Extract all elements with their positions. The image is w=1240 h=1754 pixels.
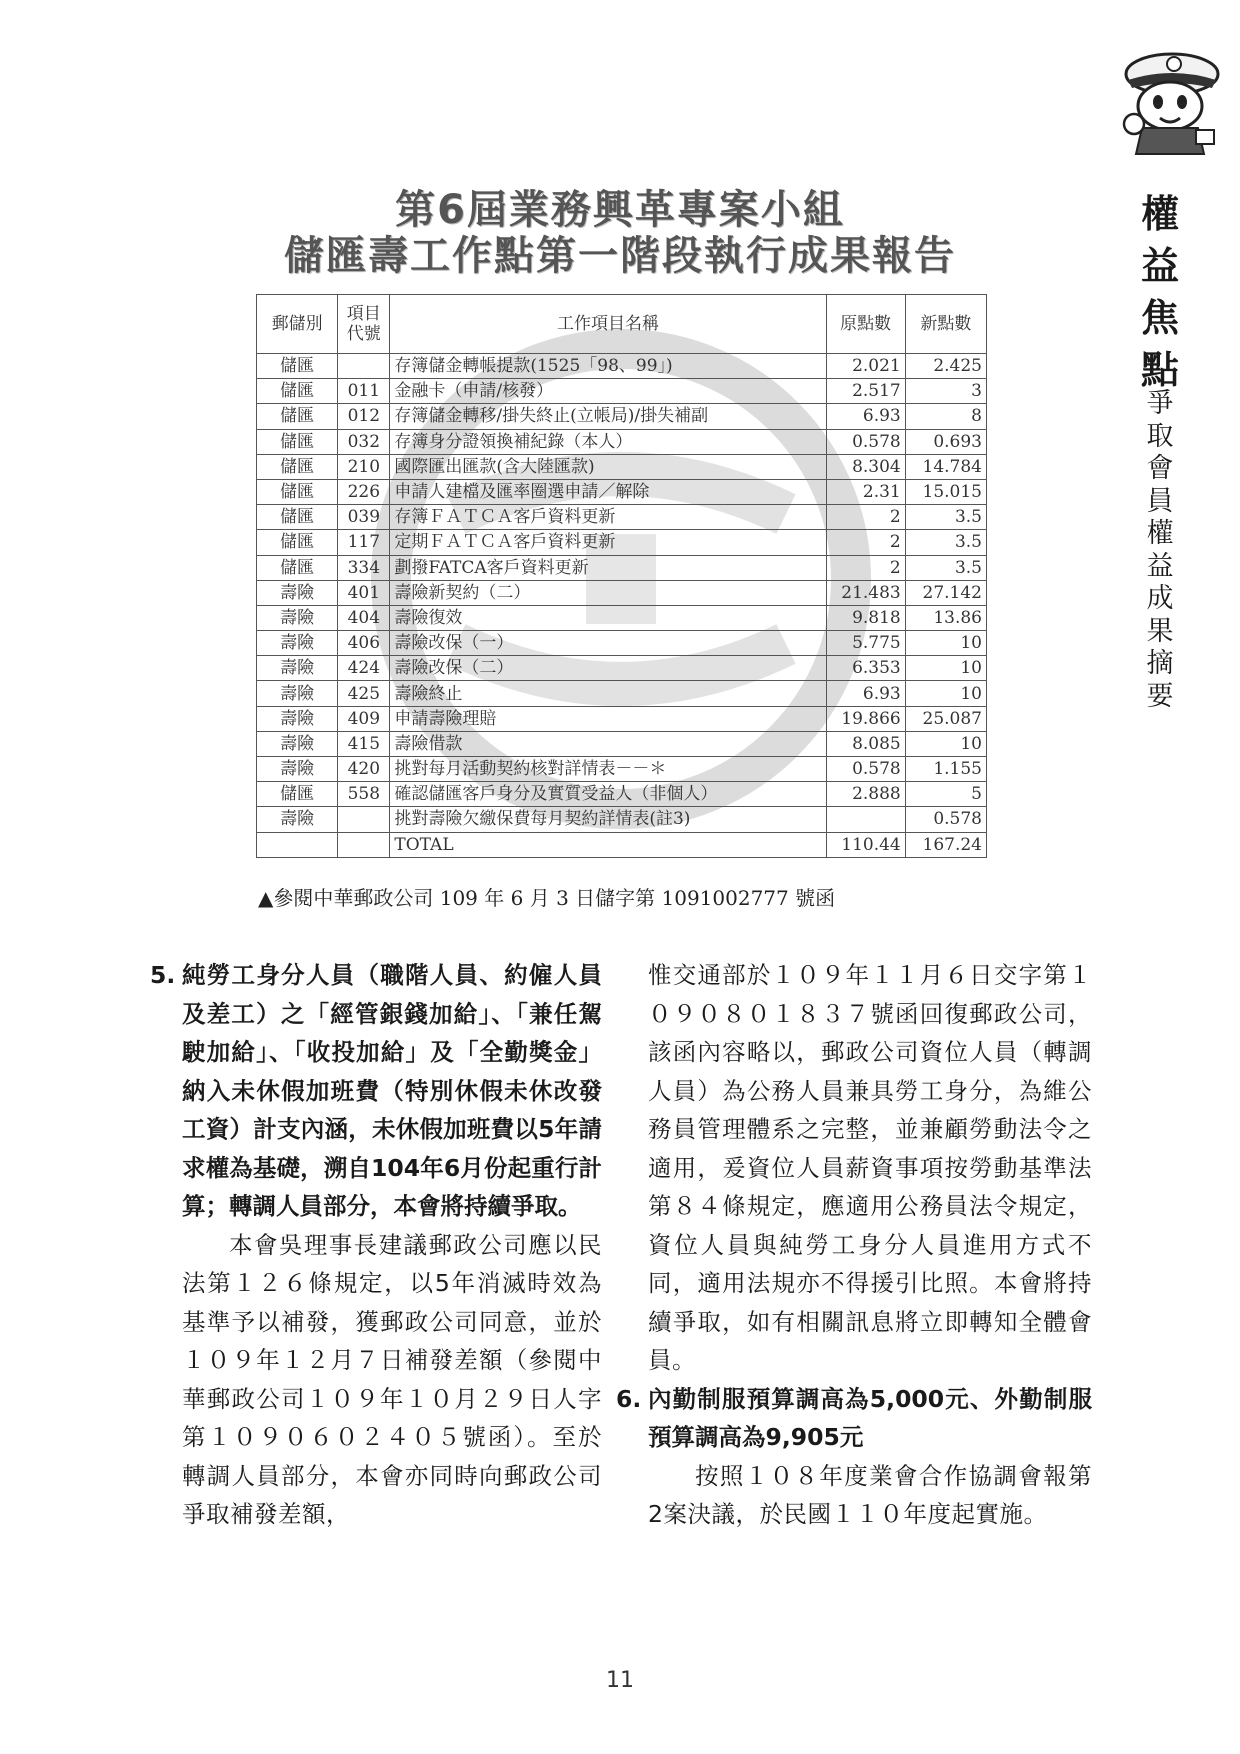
side-title-char: 益 [1140,243,1179,288]
table-total-row [257,832,987,857]
cell-new: 25.087 [905,706,986,731]
cell-name: 壽險復效 [390,605,826,630]
cell-unit [257,832,338,857]
postal-mascot-icon [1112,44,1226,156]
cell-unit: 儲匯 [257,782,338,807]
cell-new: 27.142 [905,580,986,605]
cell-new: 167.24 [905,832,986,857]
item-5 [150,956,602,1226]
cell-old: 8.304 [826,454,905,479]
cell-old: 8.085 [826,731,905,756]
cell-unit: 壽險 [257,731,338,756]
points-table [256,294,987,858]
cell-code: 401 [338,580,390,605]
cell-new: 1.155 [905,757,986,782]
cell-code: 334 [338,555,390,580]
cell-name: 壽險改保（一） [390,631,826,656]
table-row [257,505,987,530]
side-title-char: 權 [1140,191,1179,236]
cell-unit: 壽險 [257,681,338,706]
table-row [257,656,987,681]
cell-unit: 儲匯 [257,379,338,404]
table-row [257,807,987,832]
cell-unit: 壽險 [257,605,338,630]
table-row [257,454,987,479]
cell-old: 110.44 [826,832,905,857]
cell-name: 壽險新契約（二） [390,580,826,605]
cell-old: 6.353 [826,656,905,681]
section-vertical-subtitle [1140,388,1180,713]
cell-new: 3.5 [905,530,986,555]
cell-name: 申請人建檔及匯率圈選申請／解除 [390,479,826,504]
left-column [150,956,602,1534]
cell-code: 404 [338,605,390,630]
cell-unit: 壽險 [257,580,338,605]
table-row [257,731,987,756]
side-title-char: 焦 [1140,295,1179,340]
cell-new: 8 [905,404,986,429]
cell-code [338,807,390,832]
cell-code [338,832,390,857]
cell-old: 2.517 [826,379,905,404]
table-row [257,429,987,454]
cell-name: 挑對壽險欠繳保費每月契約詳情表(註3) [390,807,826,832]
side-sub-char: 權 [1146,518,1174,549]
cell-new: 5 [905,782,986,807]
cell-unit: 壽險 [257,631,338,656]
cell-code [338,354,390,379]
points-table-container [256,294,987,864]
right-paragraph: 按照１０８年度業會合作協調會報第2案決議，於民國１１０年度起實施。 [648,1461,1092,1528]
cell-old [826,807,905,832]
cell-code: 117 [338,530,390,555]
cell-new: 3.5 [905,505,986,530]
cell-unit: 儲匯 [257,354,338,379]
item-5-number: 5. [150,961,176,989]
cell-unit: 儲匯 [257,505,338,530]
table-row [257,757,987,782]
cell-old: 0.578 [826,757,905,782]
cell-code: 226 [338,479,390,504]
cell-code: 210 [338,454,390,479]
cell-old: 21.483 [826,580,905,605]
item-6-number: 6. [616,1384,642,1413]
side-sub-char: 成 [1146,583,1174,614]
cell-name: 存簿儲金轉移/掛失終止(立帳局)/掛失補副 [390,404,826,429]
header-name: 工作項目名稱 [390,295,826,354]
cell-code: 420 [338,757,390,782]
side-sub-char: 會 [1146,453,1174,484]
cell-name: 存簿身分證領換補紀錄（本人） [390,429,826,454]
table-row [257,605,987,630]
cell-new: 15.015 [905,479,986,504]
cell-name: 確認儲匯客戶身分及實質受益人（非個人） [390,782,826,807]
cell-code: 415 [338,731,390,756]
table-row [257,555,987,580]
cell-unit: 壽險 [257,757,338,782]
cell-unit: 壽險 [257,706,338,731]
cell-old: 0.578 [826,429,905,454]
cell-new: 0.578 [905,807,986,832]
table-caption: ▲參閱中華郵政公司 109 年 6 月 3 日儲字第 1091002777 號函 [258,886,836,910]
cell-code: 425 [338,681,390,706]
cell-old: 19.866 [826,706,905,731]
section-vertical-title [1130,188,1190,396]
cell-unit: 儲匯 [257,555,338,580]
cell-name: 劃撥FATCA客戶資料更新 [390,555,826,580]
side-sub-char: 要 [1146,680,1174,712]
side-title-char: 點 [1140,347,1179,392]
cell-new: 10 [905,656,986,681]
cell-name: 壽險借款 [390,731,826,756]
cell-name: 定期ＦＡＴＣＡ客戶資料更新 [390,530,826,555]
item-6 [616,1380,1092,1457]
header-code [338,295,390,354]
cell-new: 0.693 [905,429,986,454]
cell-unit: 儲匯 [257,404,338,429]
cell-name: TOTAL [390,832,826,857]
cell-unit: 儲匯 [257,479,338,504]
table-row [257,479,987,504]
cell-name: 挑對每月活動契約核對詳情表－－＊ [390,757,826,782]
cell-new: 10 [905,731,986,756]
header-code-line1: 項目 [346,304,381,324]
header-unit: 郵儲別 [257,295,338,354]
table-header-row [257,295,987,354]
cell-code: 012 [338,404,390,429]
cell-unit: 壽險 [257,656,338,681]
cell-code: 406 [338,631,390,656]
header-new-points: 新點數 [905,295,986,354]
cell-unit: 儲匯 [257,530,338,555]
cell-old: 2.021 [826,354,905,379]
cell-old: 2 [826,555,905,580]
cell-old: 2.31 [826,479,905,504]
table-row [257,379,987,404]
cell-name: 金融卡（申請/核發） [390,379,826,404]
cell-name: 存簿ＦＡＴＣＡ客戶資料更新 [390,505,826,530]
cell-old: 2 [826,505,905,530]
cell-new: 10 [905,681,986,706]
side-sub-char: 益 [1146,550,1174,582]
table-row [257,530,987,555]
cell-new: 3 [905,379,986,404]
cell-old: 5.775 [826,631,905,656]
right-column [616,956,1092,1534]
table-row [257,782,987,807]
cell-name: 申請壽險理賠 [390,706,826,731]
header-old-points: 原點數 [826,295,905,354]
cell-new: 10 [905,631,986,656]
cell-name: 壽險改保（二） [390,656,826,681]
cell-old: 9.818 [826,605,905,630]
table-row [257,354,987,379]
cell-name: 存簿儲金轉帳提款(1525「98、99」) [390,354,826,379]
right-continuation: 惟交通部於１０９年１１月６日交字第１０９０８０１８３７號函回復郵政公司，該函內容略以，郵政公司資位人員（轉調人員）為公務人員兼具勞工身分，為維公務員管理體系之完整，並兼顧勞動法令之適用，爰資位人員薪資事項按勞動基準法第８４條規定，應適用公務員法令規定，資位人員與純勞工身分人員進用方式不同，適用法規亦不得援引比照。本會將持續爭取，如有相關訊息將立即轉知全體會員。 [648,961,1092,1374]
cell-name: 國際匯出匯款(含大陸匯款) [390,454,826,479]
cell-unit: 壽險 [257,807,338,832]
table-row [257,681,987,706]
side-sub-char: 員 [1146,485,1174,517]
table-row [257,404,987,429]
table-row [257,631,987,656]
cell-new: 14.784 [905,454,986,479]
cell-name: 壽險終止 [390,681,826,706]
table-row [257,580,987,605]
cell-old: 2 [826,530,905,555]
cell-code: 039 [338,505,390,530]
side-sub-char: 果 [1146,615,1174,647]
item-6-text: 內勤制服預算調高為5,000元、外勤制服預算調高為9,905元 [648,1384,1092,1451]
report-title-line1: 第6屆業務興革專案小組 [395,187,845,233]
left-paragraph: 本會吳理事長建議郵政公司應以民法第１２６條規定，以5年消滅時效為基準予以補發，獲郵政公司同意，並於１０９年１２月７日補發差額（參閱中華郵政公司１０９年１０月２９日人字第１０９０６０２４０５號函）。至於轉調人員部分，本會亦同時向郵政公司爭取補發差額， [182,1230,602,1528]
side-sub-char: 爭 [1146,388,1174,419]
cell-code: 011 [338,379,390,404]
cell-code: 032 [338,429,390,454]
side-sub-char: 摘 [1146,648,1174,679]
page-number: 11 [606,1668,634,1693]
cell-unit: 儲匯 [257,429,338,454]
cell-new: 13.86 [905,605,986,630]
cell-old: 6.93 [826,681,905,706]
cell-unit: 儲匯 [257,454,338,479]
cell-code: 424 [338,656,390,681]
side-sub-char: 取 [1146,420,1174,452]
cell-code: 558 [338,782,390,807]
header-code-line2: 代號 [346,324,381,344]
cell-code: 409 [338,706,390,731]
cell-old: 6.93 [826,404,905,429]
table-row [257,706,987,731]
item-5-text: 純勞工身分人員（職階人員、約僱人員及差工）之「經管銀錢加給」、「兼任駕駛加給」、「收投加給」及「全勤獎金」納入未休假加班費（特別休假未休改發工資）計支內涵，未休假加班費以5年請求權為基礎，溯自104年6月份起重行計算；轉調人員部分，本會將持續爭取。 [182,961,602,1220]
cell-new: 2.425 [905,354,986,379]
cell-old: 2.888 [826,782,905,807]
cell-new: 3.5 [905,555,986,580]
report-title-line2: 儲匯壽工作點第一階段執行成果報告 [284,233,956,279]
